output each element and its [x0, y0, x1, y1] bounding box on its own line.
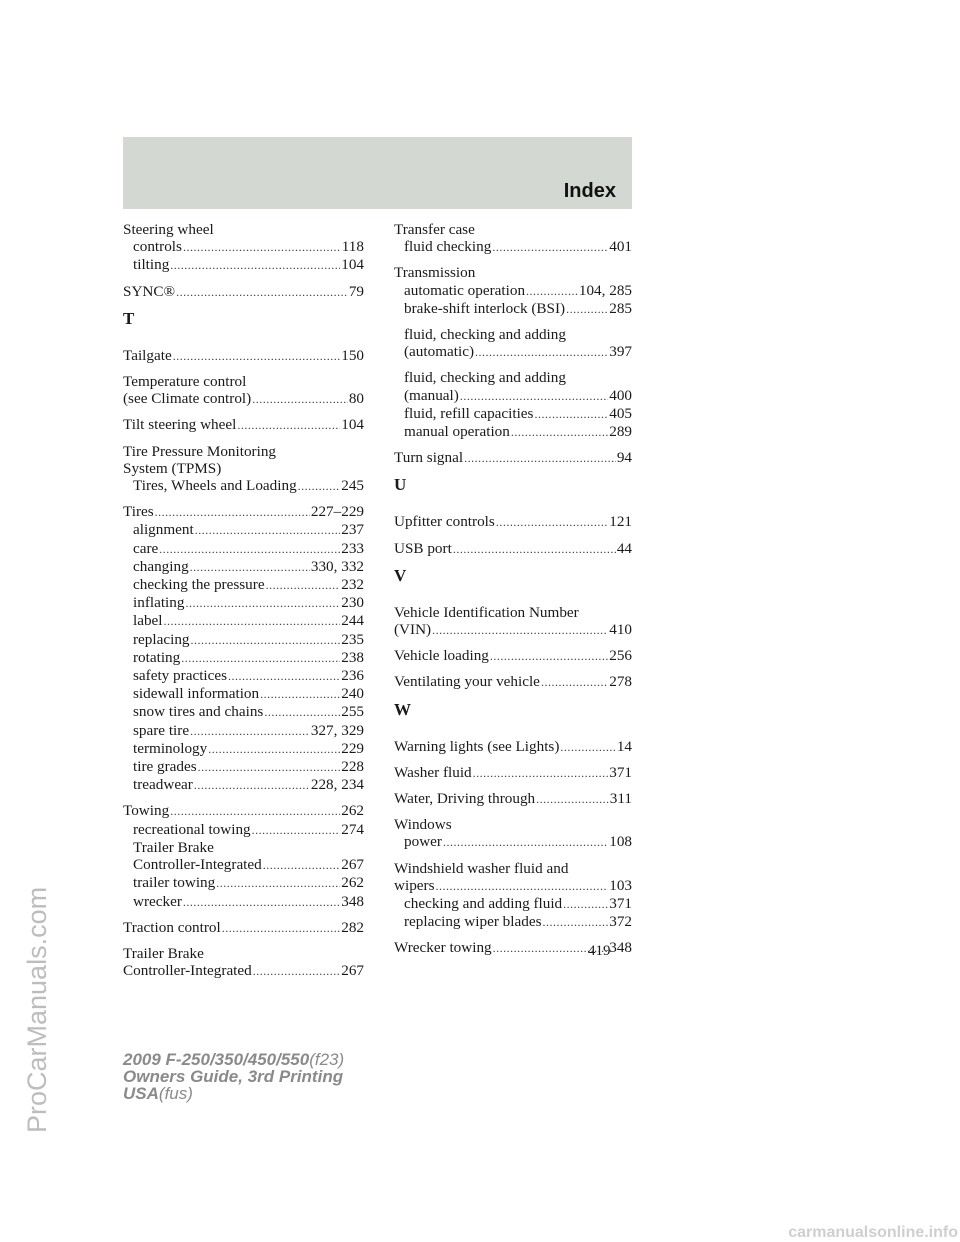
index-line — [123, 612, 364, 630]
dot-leader — [164, 613, 341, 630]
index-line — [123, 283, 364, 301]
index-page-ref: 405 — [609, 404, 632, 422]
dot-leader — [264, 704, 340, 721]
dot-leader — [176, 284, 348, 301]
dot-leader — [237, 417, 340, 434]
index-term: SYNC® — [123, 282, 176, 300]
index-term: Trailer Brake — [123, 944, 204, 962]
index-term: snow tires and chains — [133, 703, 264, 721]
dot-leader — [298, 478, 341, 495]
index-term: (see Climate control) — [123, 390, 252, 408]
index-page-ref: 228, 234 — [310, 776, 364, 794]
index-term: treadwear — [133, 776, 193, 794]
dot-leader — [496, 514, 608, 531]
index-line — [123, 839, 364, 856]
index-line — [394, 369, 632, 386]
index-entry — [394, 326, 632, 361]
index-term: (manual) — [404, 386, 459, 404]
index-term: Tailgate — [123, 346, 172, 364]
index-term: tilting — [133, 256, 170, 274]
index-term: changing — [133, 557, 189, 575]
index-term: inflating — [133, 594, 185, 612]
index-term: wipers — [394, 876, 435, 894]
dot-leader — [155, 504, 310, 521]
index-line — [394, 816, 632, 833]
index-line — [123, 945, 364, 962]
index-entry — [123, 283, 364, 301]
index-term: checking and adding fluid — [404, 895, 563, 913]
index-entry — [394, 540, 632, 558]
index-term: Wrecker towing — [394, 939, 492, 957]
index-entry — [394, 816, 632, 851]
index-page-ref: 262 — [341, 802, 364, 820]
index-term: Controller-Integrated — [123, 962, 252, 980]
index-line — [123, 221, 364, 238]
index-entry — [394, 604, 632, 639]
dot-leader — [432, 622, 608, 639]
index-page-ref: 285 — [609, 299, 632, 317]
index-page-ref: 256 — [609, 647, 632, 665]
index-line — [394, 738, 632, 756]
dot-leader — [534, 406, 608, 423]
index-line — [394, 405, 632, 423]
index-term: Upfitter controls — [394, 513, 495, 531]
index-page-ref: 245 — [341, 477, 364, 495]
index-term: Controller-Integrated — [133, 856, 262, 874]
dot-leader — [490, 648, 608, 665]
index-term: power — [404, 833, 442, 851]
index-line — [123, 758, 364, 776]
dot-leader — [190, 723, 310, 740]
dot-leader — [183, 239, 341, 256]
index-line — [123, 776, 364, 794]
index-entry — [123, 919, 364, 937]
index-line — [394, 764, 632, 782]
index-entry — [394, 860, 632, 932]
index-page-ref: 267 — [341, 856, 364, 874]
index-page-ref: 278 — [609, 673, 632, 691]
index-line — [123, 390, 364, 408]
index-entry — [123, 416, 364, 434]
index-line — [123, 540, 364, 558]
page-number: 419 — [588, 943, 611, 959]
index-term: fluid checking — [404, 238, 492, 256]
dot-leader — [475, 344, 608, 361]
index-page-ref: 150 — [341, 346, 364, 364]
index-line — [123, 594, 364, 612]
index-line — [123, 874, 364, 892]
index-line — [123, 667, 364, 685]
index-entry — [123, 945, 364, 980]
index-line — [123, 856, 364, 874]
index-term: brake-shift interlock (BSI) — [404, 299, 566, 317]
index-page-ref: 103 — [609, 876, 632, 894]
index-entry — [123, 373, 364, 408]
dot-leader — [253, 963, 340, 980]
index-term: automatic operation — [404, 281, 526, 299]
index-term: checking the pressure — [133, 576, 265, 594]
index-term: Ventilating your vehicle — [394, 673, 540, 691]
dot-leader — [260, 686, 340, 703]
index-term: fluid, checking and adding — [404, 369, 566, 387]
index-page-ref: 227–229 — [310, 503, 364, 521]
dot-leader — [185, 595, 340, 612]
index-term: Steering wheel — [123, 221, 214, 238]
index-term: label — [133, 612, 163, 630]
index-term: Tilt steering wheel — [123, 416, 237, 434]
index-term: Vehicle Identification Number — [394, 603, 579, 621]
index-line — [123, 802, 364, 820]
dot-leader — [216, 875, 340, 892]
index-line — [394, 221, 632, 238]
index-line — [394, 423, 632, 441]
index-line — [123, 238, 364, 256]
index-page-ref: 371 — [609, 895, 632, 913]
index-term: (VIN) — [394, 621, 432, 639]
index-page-ref: 330, 332 — [310, 557, 364, 575]
index-line — [394, 790, 632, 808]
corner-watermark: carmanualsonline.info — [788, 1224, 958, 1241]
index-page-ref: 262 — [341, 874, 364, 892]
page-title: Index — [563, 180, 616, 202]
index-term: Temperature control — [123, 373, 247, 391]
dot-leader — [194, 777, 310, 794]
index-page-ref: 348 — [341, 892, 364, 910]
side-watermark: ProCarManuals.com — [22, 886, 52, 1133]
index-line — [123, 821, 364, 839]
index-term: Windshield washer fluid and — [394, 859, 569, 877]
index-page-ref: 255 — [341, 703, 364, 721]
index-term: Trailer Brake — [133, 838, 214, 856]
index-term: replacing wiper blades — [404, 913, 542, 931]
index-page-ref: 108 — [609, 833, 632, 851]
index-term: care — [133, 539, 159, 557]
index-line — [394, 238, 632, 256]
index-line — [123, 460, 364, 477]
index-line — [394, 264, 632, 281]
index-page-ref: 371 — [609, 763, 632, 781]
index-line — [394, 300, 632, 318]
dot-leader — [181, 650, 340, 667]
index-entry — [123, 802, 364, 910]
dot-leader — [252, 391, 348, 408]
dot-leader — [536, 791, 609, 808]
dot-leader — [252, 822, 341, 839]
index-entry — [394, 264, 632, 318]
header-band — [123, 137, 632, 209]
index-page-ref: 44 — [616, 539, 632, 557]
index-entry — [394, 369, 632, 441]
index-term: Tires — [123, 503, 154, 521]
index-line — [123, 521, 364, 539]
index-page-ref: 104, 285 — [578, 281, 632, 299]
index-line — [123, 373, 364, 390]
index-entry — [123, 221, 364, 275]
index-term: controls — [133, 238, 182, 256]
index-entry — [394, 647, 632, 665]
index-line — [123, 649, 364, 667]
dot-leader — [173, 348, 341, 365]
dot-leader — [473, 765, 609, 782]
dot-leader — [183, 894, 340, 911]
index-line — [394, 877, 632, 895]
index-term: Water, Driving through — [394, 790, 536, 808]
index-line — [123, 962, 364, 980]
index-page-ref: 244 — [341, 612, 364, 630]
index-term: manual operation — [404, 423, 510, 441]
index-line — [394, 621, 632, 639]
index-page-ref: 79 — [348, 282, 364, 300]
index-line — [123, 443, 364, 460]
index-line — [394, 449, 632, 467]
index-page-ref: 237 — [341, 521, 364, 539]
index-page-ref: 94 — [616, 449, 632, 467]
index-line — [394, 913, 632, 931]
index-page-ref: 289 — [609, 423, 632, 441]
index-line — [123, 893, 364, 911]
dot-leader — [460, 388, 608, 405]
index-page-ref: 372 — [609, 913, 632, 931]
index-letter-heading: V — [394, 565, 407, 585]
index-page-ref: 311 — [609, 790, 632, 808]
index-page-ref: 282 — [341, 918, 364, 936]
index-page-ref: 267 — [341, 962, 364, 980]
footer-code: (f23) — [309, 1050, 345, 1069]
dot-leader — [195, 522, 340, 539]
dot-leader — [228, 668, 340, 685]
index-page-ref: 233 — [341, 539, 364, 557]
index-line — [123, 256, 364, 274]
dot-leader — [263, 857, 340, 874]
index-line — [394, 282, 632, 300]
index-letter-heading: T — [123, 308, 135, 328]
index-line — [123, 703, 364, 721]
index-letter-heading: U — [394, 475, 407, 495]
dot-leader — [566, 301, 608, 318]
index-column-right — [394, 221, 632, 966]
index-page-ref: 400 — [609, 386, 632, 404]
index-line — [123, 919, 364, 937]
index-term: Warning lights (see Lights) — [394, 737, 560, 755]
dot-leader — [159, 541, 340, 558]
index-page-ref: 236 — [341, 667, 364, 685]
dot-leader — [191, 632, 341, 649]
index-line — [394, 540, 632, 558]
index-entry — [394, 673, 632, 691]
index-page-ref: 80 — [348, 390, 364, 408]
index-page-ref: 228 — [341, 758, 364, 776]
index-term: Tires, Wheels and Loading — [133, 477, 297, 495]
index-term: terminology — [133, 739, 208, 757]
dot-leader — [453, 541, 616, 558]
index-term: Vehicle loading — [394, 647, 489, 665]
index-page-ref: 401 — [609, 238, 632, 256]
index-term: (automatic) — [404, 343, 474, 361]
index-page-ref: 327, 329 — [310, 721, 364, 739]
index-page-ref: 229 — [341, 739, 364, 757]
index-term: replacing — [133, 630, 190, 648]
dot-leader — [222, 920, 340, 937]
index-term: rotating — [133, 648, 181, 666]
dot-leader — [464, 450, 616, 467]
index-line — [394, 387, 632, 405]
index-line — [394, 604, 632, 621]
index-line — [394, 326, 632, 343]
index-term: wrecker — [133, 892, 182, 910]
index-page-ref: 240 — [341, 685, 364, 703]
index-term: USB port — [394, 539, 452, 557]
index-term: Washer fluid — [394, 763, 472, 781]
index-term: Windows — [394, 816, 452, 834]
index-term: tire grades — [133, 758, 197, 776]
index-page-ref: 410 — [609, 621, 632, 639]
index-term: Traction control — [123, 918, 221, 936]
index-line — [123, 631, 364, 649]
dot-leader — [208, 741, 340, 758]
index-line — [123, 347, 364, 365]
index-line — [123, 503, 364, 521]
index-term: safety practices — [133, 667, 228, 685]
index-term: Turn signal — [394, 449, 464, 467]
index-entry — [394, 513, 632, 531]
footer-edition: Owners Guide, 3rd Printing — [123, 1067, 344, 1086]
index-line — [123, 576, 364, 594]
dot-leader — [542, 914, 608, 931]
index-line — [123, 685, 364, 703]
dot-leader — [492, 239, 608, 256]
footer-model: 2009 F-250/350/450/550 — [123, 1050, 310, 1069]
index-term: Towing — [123, 802, 170, 820]
index-line — [394, 833, 632, 851]
dot-leader — [198, 759, 341, 776]
index-page-ref: 274 — [341, 820, 364, 838]
index-page-ref: 348 — [609, 939, 632, 957]
index-page-ref: 397 — [609, 343, 632, 361]
index-term: sidewall information — [133, 685, 260, 703]
index-entry — [394, 221, 632, 256]
dot-leader — [526, 283, 578, 300]
dot-leader — [563, 896, 608, 913]
index-line — [123, 477, 364, 495]
index-term: alignment — [133, 521, 194, 539]
index-line — [394, 647, 632, 665]
index-entry — [394, 764, 632, 782]
index-page-ref: 230 — [341, 594, 364, 612]
index-entry — [123, 347, 364, 365]
index-entry — [123, 443, 364, 496]
index-line — [123, 416, 364, 434]
index-entry — [394, 449, 632, 467]
index-entry — [394, 790, 632, 808]
index-page-ref: 14 — [616, 737, 632, 755]
index-term: Transmission — [394, 264, 476, 282]
index-line — [123, 722, 364, 740]
index-term: fluid, checking and adding — [404, 326, 566, 344]
index-term: fluid, refill capacities — [404, 404, 534, 422]
dot-leader — [560, 739, 615, 756]
index-page-ref: 232 — [341, 576, 364, 594]
index-term: System (TPMS) — [123, 459, 222, 477]
index-line — [394, 513, 632, 531]
index-letter-heading: W — [394, 699, 411, 719]
index-page-ref: 238 — [341, 648, 364, 666]
index-page-ref: 118 — [341, 238, 364, 256]
index-column-left — [123, 221, 364, 988]
index-page-ref: 235 — [341, 630, 364, 648]
index-term: Transfer case — [394, 221, 475, 238]
index-line — [394, 895, 632, 913]
index-line — [394, 343, 632, 361]
index-entry — [394, 738, 632, 756]
footer-region-code: (fus) — [158, 1084, 193, 1103]
index-line — [394, 860, 632, 877]
index-entry — [123, 503, 364, 794]
index-term: Tire Pressure Monitoring — [123, 442, 277, 460]
dot-leader — [266, 577, 341, 594]
dot-leader — [443, 834, 608, 851]
dot-leader — [170, 803, 340, 820]
footer — [123, 1051, 344, 1102]
index-line — [123, 740, 364, 758]
index-term: trailer towing — [133, 874, 216, 892]
index-page-ref: 121 — [609, 513, 632, 531]
dot-leader — [190, 559, 310, 576]
dot-leader — [436, 878, 609, 895]
dot-leader — [541, 674, 608, 691]
index-term: spare tire — [133, 721, 190, 739]
dot-leader — [511, 424, 608, 441]
footer-region: USA — [123, 1084, 159, 1103]
index-term: recreational towing — [133, 820, 251, 838]
dot-leader — [170, 257, 340, 274]
index-line — [123, 558, 364, 576]
index-page-ref: 104 — [341, 256, 364, 274]
index-page-ref: 104 — [341, 416, 364, 434]
index-line — [394, 673, 632, 691]
